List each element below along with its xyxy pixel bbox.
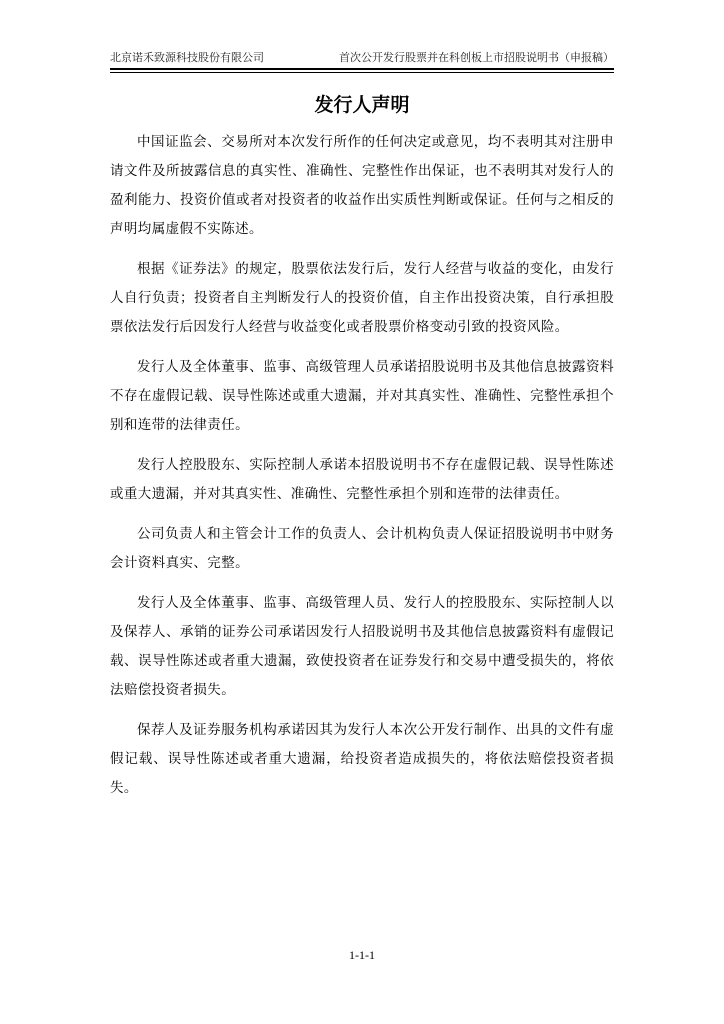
paragraph-1: 中国证监会、交易所对本次发行所作的任何决定或意见，均不表明其对注册申请文件及所披露信息的真实性、准确性、完整性作出保证，也不表明其对发行人的盈利能力、投资价值或者对投资者的收益作出实质性判断或保证。任何与之相反的声明均属虚假不实陈述。 xyxy=(110,134,614,237)
header-company-name: 北京诺禾致源科技股份有限公司 xyxy=(110,51,264,64)
paragraph-7: 保荐人及证券服务机构承诺因其为发行人本次公开发行制作、出具的文件有虚假记载、误导性陈述或者重大遗漏，给投资者造成损失的，将依法赔偿投资者损失。 xyxy=(110,722,614,796)
paragraph-4: 发行人控股股东、实际控制人承诺本招股说明书不存在虚假记载、误导性陈述或重大遗漏，并对其真实性、准确性、完整性承担个别和连带的法律责任。 xyxy=(110,457,614,502)
page-header xyxy=(110,49,614,70)
paragraph-5: 公司负责人和主管会计工作的负责人、会计机构负责人保证招股说明书中财务会计资料真实、完整。 xyxy=(110,526,614,571)
page-title: 发行人声明 xyxy=(314,94,410,116)
page-number: 1-1-1 xyxy=(349,948,375,962)
paragraph-3: 发行人及全体董事、监事、高级管理人员承诺招股说明书及其他信息披露资料不存在虚假记载、误导性陈述或重大遗漏，并对其真实性、准确性、完整性承担个别和连带的法律责任。 xyxy=(110,359,614,433)
declaration-body xyxy=(110,128,614,814)
header-document-title: 首次公开发行股票并在科创板上市招股说明书（申报稿） xyxy=(339,51,614,64)
paragraph-6: 发行人及全体董事、监事、高级管理人员、发行人的控股股东、实际控制人以及保荐人、承销的证券公司承诺因发行人招股说明书及其他信息披露资料有虚假记载、误导性陈述或者重大遗漏，致使投资者在证券发行和交易中遭受损失的，将依法赔偿投资者损失。 xyxy=(110,595,614,698)
paragraph-2: 根据《证券法》的规定，股票依法发行后，发行人经营与收益的变化，由发行人自行负责；投资者自主判断发行人的投资价值，自主作出投资决策，自行承担股票依法发行后因发行人经营与收益变化或者股票价格变动引致的投资风险。 xyxy=(110,261,614,335)
